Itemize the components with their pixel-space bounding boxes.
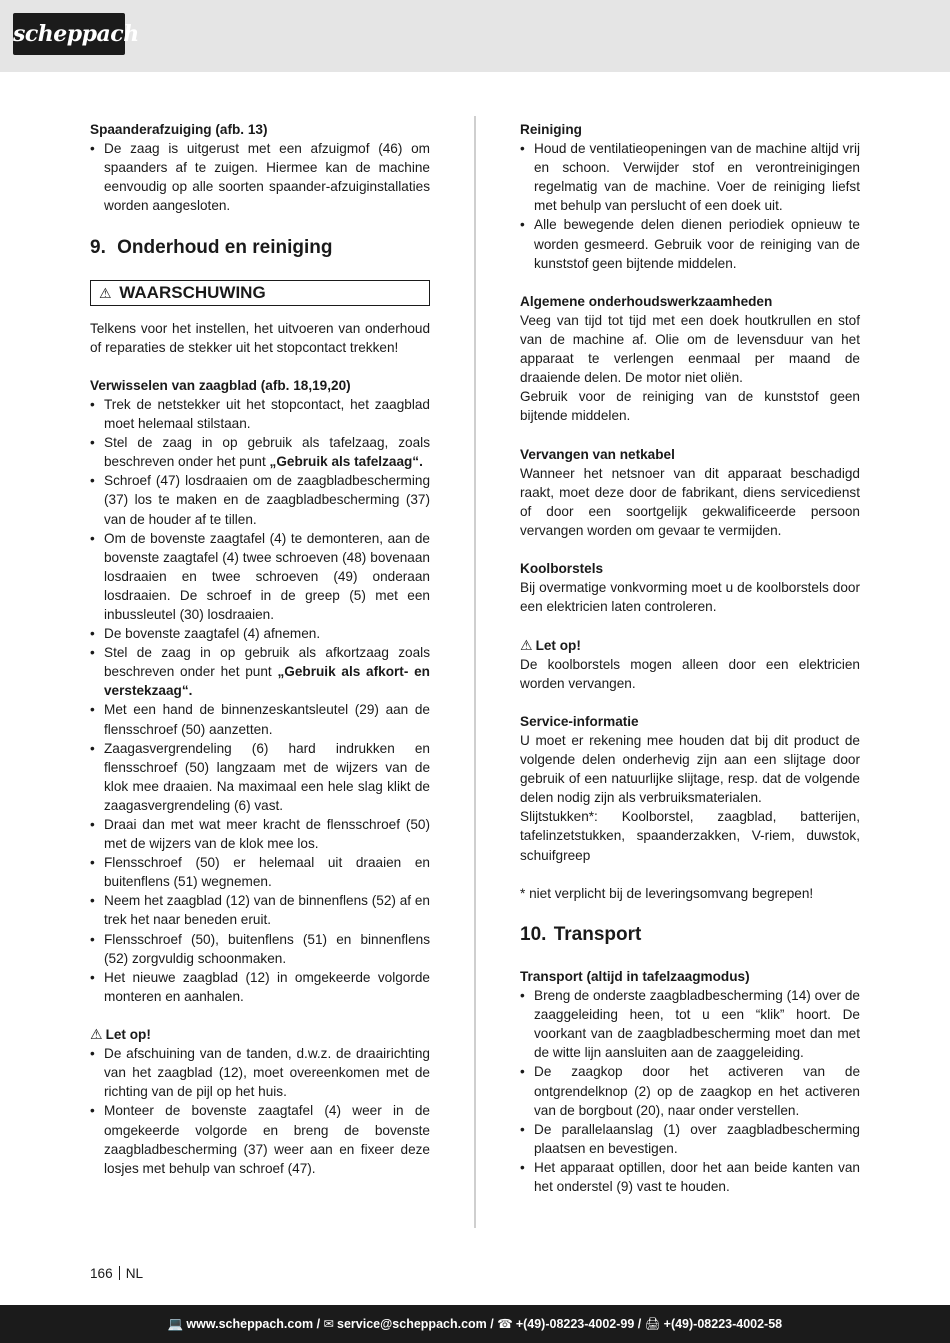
page-number: 166 [90,1266,113,1281]
list-item: • Breng de onderste zaagbladbescherming (14) over de zaaggeleiding heen, tot u een “klik” hoort. De voorkant van de zaagbladbescherming moet dan met de witte lijn aansluiten aan de zaaggeleiding. [520,986,860,1062]
list-item: • Trek de netstekker uit het stopcontact, het zaagblad moet helemaal stilstaan. [90,395,430,433]
notice-heading: ⚠ Let op! [520,636,581,653]
bullet-list [520,986,860,1196]
section-zaagblad [90,376,430,1006]
computer-icon: 💻 [167,1317,184,1331]
list-item: • Alle bewegende delen dienen periodiek opnieuw te worden gesmeerd. Gebruik voor de reiniging van de kunststof geen bijtende middelen. [520,215,860,272]
section-title: Vervangen van netkabel [520,446,675,462]
page-number-footer [90,1264,143,1283]
paragraph: Gebruik voor de reiniging van de kunststof geen bijtende middelen. [520,389,860,424]
list-item: • Stel de zaag in op gebruik als afkortzaag zoals beschreven onder het punt „Gebruik als afkort- en verstekzaag“. [90,643,430,700]
section-title: Reiniging [520,122,582,137]
fax-icon: 🖨 [644,1317,661,1331]
warning-text: Telkens voor het instellen, het uitvoeren van onderhoud of reparaties de stekker uit het stopcontact trekken! [90,320,430,355]
list-item: • Houd de ventilatieopeningen van de machine altijd vrij en schoon. Verwijder stof en verontreinigingen regelmatig van de machine. Voer de reiniging liefst met behulp van perslucht of een doek uit. [520,139,860,215]
contact-bar: 💻 www.scheppach.com / ✉ service@scheppach.com / ☎ +(49)-08223-4002-99 / 🖨 +(49)-08223-4002-58 [0,1305,950,1343]
section-title: Spaanderafzuiging (afb. 13) [90,122,268,137]
paragraph: Bij overmatige vonkvorming moet u de koolborstels door een elektricien laten controleren. [520,580,860,615]
bullet-list [90,1044,430,1178]
email-link[interactable]: service@scheppach.com [337,1317,487,1331]
footnote: * niet verplicht bij de leveringsomvang begrepen! [520,885,814,901]
paragraph: U moet er rekening mee houden dat bij dit product de volgende delen onderhevig zijn aan een slijtage door gebruik of een natuurlijke slijtage, resp. dat de volgende delen nodig zijn als verbruiksmaterialen. [520,733,860,806]
warning-label: WAARSCHUWING [119,282,266,302]
list-item: • Stel de zaag in op gebruik als tafelzaag, zoals beschreven onder het punt „Gebruik als tafelzaag“. [90,433,430,471]
phone-icon: ☎ [497,1317,513,1331]
phone-number: +(49)-08223-4002-99 [515,1317,635,1331]
list-item: • Draai dan met wat meer kracht de flensschroef (50) met de wijzers van de klok mee los. [90,815,430,853]
warning-triangle-icon: ⚠ [99,284,112,301]
chapter-heading-10 [520,922,860,948]
section-title: Service-informatie [520,713,639,729]
list-item: • De bovenste zaagtafel (4) afnemen. [90,624,430,643]
warning-triangle-icon: ⚠ [90,1026,103,1043]
language-code: NL [125,1266,144,1281]
list-item: • Schroef (47) losdraaien om de zaagbladbescherming (37) los te maken en de zaagbladbescherming (37) van de houder af te tillen. [90,471,430,528]
bullet-list [90,395,430,1006]
list-item: • Met een hand de binnenzeskantsleutel (29) aan de flensschroef (50) aanzetten. [90,700,430,738]
list-item: • Flensschroef (50), buitenflens (51) en binnenflens (52) zorgvuldig schoonmaken. [90,930,430,968]
chapter-title: Onderhoud en reiniging [117,236,333,258]
section-service [520,712,860,865]
section-let-op-right [520,636,860,693]
fax-number: +(49)-08223-4002-58 [663,1317,783,1331]
chapter-number: 10. [520,923,547,945]
list-item: • De parallelaanslag (1) over zaagbladbescherming plaatsen en bevestigen. [520,1120,860,1158]
bullet-list [520,139,860,273]
section-title: Verwisselen van zaagblad (afb. 18,19,20) [90,377,351,393]
list-item: • Neem het zaagblad (12) van de binnenflens (52) af en trek het naar beneden eruit. [90,891,430,929]
section-reiniging [520,120,860,273]
list-item: • De zaag is uitgerust met een afzuigmof (46) om spaanders af te zuigen. Hiermee kan de machine eenvoudig op alle soorten spaander-afzuiginstallaties worden aangesloten. [90,139,430,215]
website-link[interactable]: www.scheppach.com [186,1317,314,1331]
section-title: Algemene onderhoudswerkzaamheden [520,293,773,309]
header-bar [0,0,950,72]
right-column [520,120,860,1215]
warning-triangle-icon: ⚠ [520,636,533,653]
list-item: • Zaagasvergrendeling (6) hard indrukken en flensschroef (50) langzaam met de wijzers van de klok mee draaien. Na maximaal een hele slag klikt de zaagasvergrendeling (6) vast. [90,739,430,815]
column-divider [474,116,476,1228]
paragraph: Slijtstukken*: Koolborstel, zaagblad, batterijen, tafelinzetstukken, spaanderzakken, V-riem, duwstok, schuifgreep [520,809,860,863]
separator [119,1266,120,1280]
bullet-list [90,139,430,215]
section-spaanderafzuiging [90,120,430,215]
notice-heading: ⚠ Let op! [90,1026,151,1043]
list-item: • Monteer de bovenste zaagtafel (4) weer in de omgekeerde volgorde en breng de bovenste zaagbladbescherming (37) weer aan en fixeer deze losjes met behulp van schroef (47). [90,1101,430,1177]
paragraph: Veeg van tijd tot tijd met een doek houtkrullen en stof van de machine af. Olie om de levensduur van het apparaat te verlengen eenmaal per maand de draaiende delen. De motor niet oliën. [520,312,860,386]
section-title: Koolborstels [520,561,604,577]
list-item: • Het nieuwe zaagblad (12) in omgekeerde volgorde monteren en aanhalen. [90,968,430,1006]
paragraph: Wanneer het netsnoer van dit apparaat beschadigd raakt, moet deze door de fabrikant, diens servicedienst of door een soortgelijk gekwalificeerde persoon vervangen worden om gevaar te vermijden. [520,465,860,538]
list-item: • Flensschroef (50) er helemaal uit draaien en buitenflens (51) wegnemen. [90,853,430,891]
section-transport [520,967,860,1196]
reference-bold: „Gebruik als afkort- en verstekzaag“. [104,664,430,699]
chapter-heading-9 [90,235,430,261]
chapter-number: 9. [90,236,106,258]
list-item: • De zaagkop door het activeren van de ontgrendelknop (2) op de zaagkop en het activeren van de borgbout (20), naar onder verstellen. [520,1062,860,1119]
email-icon: ✉ [323,1317,335,1331]
warning-box [90,280,430,306]
list-item: • Om de bovenste zaagtafel (4) te demonteren, aan de bovenste zaagtafel (4) twee schroeven (48) bovenaan losdraaien en twee schroeven (49) onderaan losdraaien. De schroef in de greep (5) met een inbussleutel (30) losdraaien. [90,529,430,624]
left-column [90,120,430,1197]
chapter-title: Transport [553,923,642,945]
section-koolborstels [520,559,860,616]
list-item: • Het apparaat optillen, door het aan beide kanten van het onderstel (9) vast te houden. [520,1158,860,1196]
section-title: Transport (altijd in tafelzaagmodus) [520,968,750,984]
paragraph: De koolborstels mogen alleen door een elektricien worden vervangen. [520,656,860,691]
section-netkabel [520,445,860,540]
list-item: • De afschuining van de tanden, d.w.z. de draairichting van het zaagblad (12), moet overeenkomen met de richting van de pijl op het huis. [90,1044,430,1101]
brand-logo: scheppach [13,13,125,55]
reference-bold: „Gebruik als tafelzaag“. [269,454,423,470]
section-let-op [90,1025,430,1178]
section-algemeen [520,292,860,426]
